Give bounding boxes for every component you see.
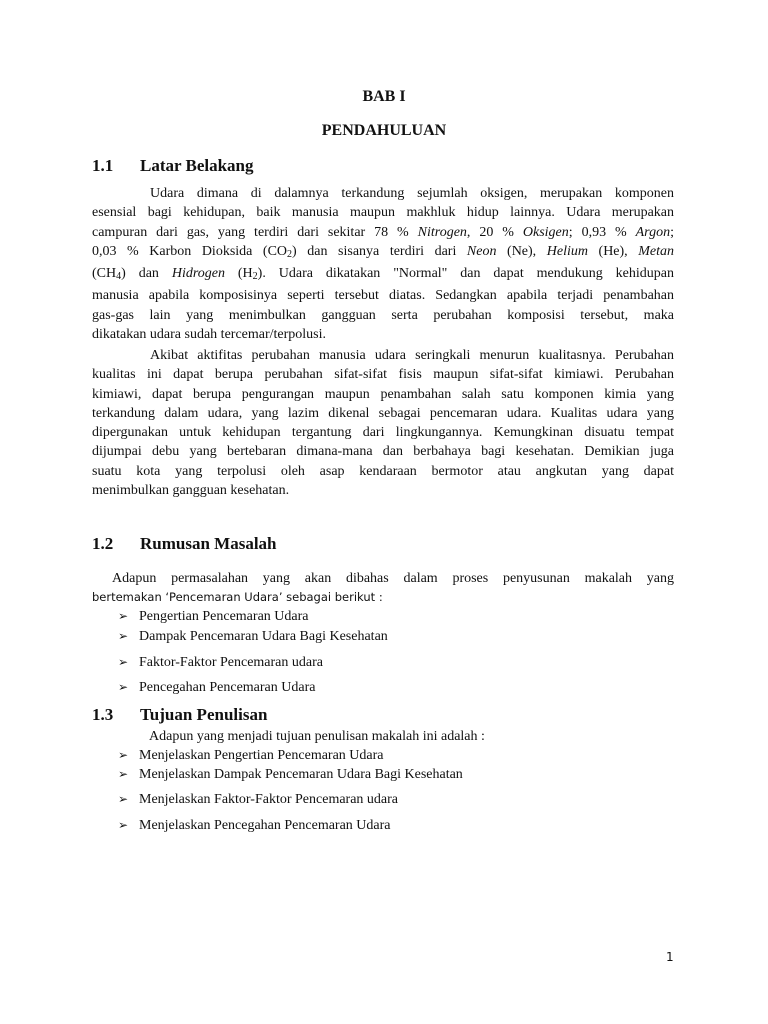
paragraph-line: menimbulkan gangguan kesehatan. bbox=[92, 483, 290, 499]
arrow-bullet-icon: ➢ bbox=[118, 767, 129, 781]
section-heading-rumusan-masalah bbox=[92, 534, 277, 554]
section-number: 1.3 bbox=[92, 705, 114, 724]
list-item-text: Dampak Pencemaran Udara Bagi Kesehatan bbox=[139, 629, 388, 644]
list-item-text: Menjelaskan Dampak Pencemaran Udara Bagi Kesehatan bbox=[139, 767, 463, 782]
arrow-bullet-icon: ➢ bbox=[118, 748, 129, 762]
section-heading-latar-belakang bbox=[92, 156, 254, 176]
arrow-bullet-icon: ➢ bbox=[118, 629, 129, 643]
paragraph-line: campuran dari gas, yang terdiri dari sekitar 78 % Nitrogen, 20 % Oksigen; 0,93 % Argon; bbox=[92, 224, 674, 240]
list-item bbox=[118, 609, 308, 625]
chapter-label: BAB I bbox=[362, 88, 406, 105]
intro-line: bertemakan ‘Pencemaran Udara’ sebagai berikut : bbox=[92, 590, 383, 605]
list-item-text: Menjelaskan Pencegahan Pencemaran Udara bbox=[139, 818, 391, 833]
list-item bbox=[118, 655, 323, 671]
paragraph-latar-belakang-2 bbox=[92, 346, 674, 500]
paragraph-line: dikatakan udara sudah tercemar/terpolusi. bbox=[92, 327, 327, 343]
section-title: Rumusan Masalah bbox=[140, 534, 277, 553]
section-heading-tujuan-penulisan bbox=[92, 705, 267, 725]
arrow-bullet-icon: ➢ bbox=[118, 818, 129, 832]
section-number: 1.1 bbox=[92, 156, 114, 175]
arrow-bullet-icon: ➢ bbox=[118, 792, 129, 806]
paragraph-line: terkandung dalam udara, yang lazim dikenal sebagai pencemaran udara. Kualitas udara yang bbox=[92, 405, 674, 421]
list-item bbox=[118, 748, 384, 764]
paragraph-line: suatu kota yang terpolusi oleh asap kendaraan bermotor atau angkutan yang dapat bbox=[92, 463, 674, 479]
intro-line: Adapun permasalahan yang akan dibahas dalam proses penyusunan makalah yang bbox=[112, 571, 674, 586]
paragraph-line: dipergunakan untuk kehidupan tergantung dari lingkungannya. Kemungkinan disuatu tempat bbox=[92, 425, 674, 441]
paragraph-line: gas-gas lain yang menimbulkan gangguan serta perubahan komposisi tersebut, maka bbox=[92, 307, 674, 323]
arrow-bullet-icon: ➢ bbox=[118, 680, 129, 694]
list-item-text: Menjelaskan Faktor-Faktor Pencemaran udara bbox=[139, 792, 399, 807]
paragraph-line: kimiawi, dapat berupa pengurangan maupun penambahan salah satu komponen kimia yang bbox=[92, 386, 674, 402]
paragraph-rumusan-intro bbox=[92, 569, 674, 608]
section-title: Latar Belakang bbox=[140, 156, 254, 175]
list-item-text: Pengertian Pencemaran Udara bbox=[139, 609, 309, 624]
list-item-text: Faktor-Faktor Pencemaran udara bbox=[139, 655, 323, 670]
paragraph-line: Udara dimana di dalamnya terkandung sejumlah oksigen, merupakan komponen bbox=[150, 186, 674, 201]
page-number: 1 bbox=[666, 950, 674, 964]
paragraph-line: manusia apabila komposisinya seperti tersebut diatas. Sedangkan apabila terjadi penambahan bbox=[92, 288, 674, 304]
tujuan-intro: Adapun yang menjadi tujuan penulisan makalah ini adalah : bbox=[149, 729, 485, 744]
paragraph-line: 0,03 % Karbon Dioksida $(CO_2)$ dan sisanya terdiri dari Neon (Ne), Helium (He), Metan bbox=[92, 243, 675, 260]
list-item bbox=[118, 680, 315, 696]
list-item-text: Menjelaskan Pengertian Pencemaran Udara bbox=[139, 748, 384, 763]
list-item bbox=[118, 792, 398, 808]
paragraph-line: dijumpai debu yang bertebaran dimana-mana dan berbahaya bagi kesehatan. Demikian juga bbox=[92, 444, 674, 460]
section-number: 1.2 bbox=[92, 534, 114, 553]
paragraph-line: Akibat aktifitas perubahan manusia udara seringkali menurun kualitasnya. Perubahan bbox=[150, 348, 674, 363]
paragraph-line: $(CH_4)$ dan Hidrogen $(H_2)$. Udara dikatakan "Normal" dan dapat mendukung kehidupan bbox=[92, 266, 674, 283]
section-title: Tujuan Penulisan bbox=[140, 705, 268, 724]
paragraph-line: esensial bagi kehidupan, baik manusia maupun makhluk hidup lainnya. Udara merupakan bbox=[92, 205, 674, 221]
list-item bbox=[118, 767, 463, 783]
list-item bbox=[118, 818, 391, 834]
list-item-text: Pencegahan Pencemaran Udara bbox=[139, 680, 316, 695]
list-item bbox=[118, 629, 388, 645]
arrow-bullet-icon: ➢ bbox=[118, 609, 129, 623]
paragraph-latar-belakang-1 bbox=[92, 184, 674, 344]
arrow-bullet-icon: ➢ bbox=[118, 655, 129, 669]
chapter-title: PENDAHULUAN bbox=[321, 122, 447, 139]
paragraph-line: kualitas ini dapat berupa perubahan sifat-sifat fisis maupun sifat-sifat kimiawi. Perubahan bbox=[92, 367, 674, 383]
